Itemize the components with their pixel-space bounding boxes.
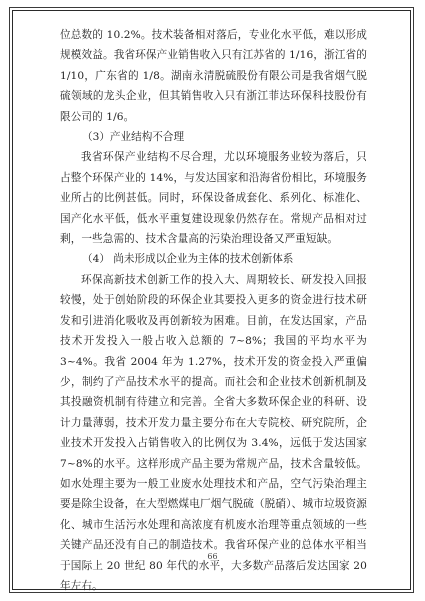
document-body [60,25,367,596]
page-number: 66 [207,552,218,561]
paragraph-continuation: 位总数的 10.2%。技术装备相对落后，专业化水平低，难以形成规模效益。我省环保产业销售收入只有江苏省的 1/16，浙江省的 1/10，广东省的 1/8。湖南永清脱硫股份有限公司是我省烟气脱硫领域的龙头企业，但其销售收入只有浙江菲达环保科技股份有限公司的 1/6。 [60,29,367,123]
section-heading-industry-structure: （3）产业结构不合理 [82,131,185,144]
paragraph-industry-structure: 我省环保产业结构不尽合理，尤以环境服务业较为落后，只占整个环保产业的 14%，与发达国家和沿海省份相比，环境服务业所占的比例甚低。同时，环保设备成套化、系列化、标准化、国产化水平低，低水平重复建设现象仍然存在。常规产品相对过剩，一些急需的、技术含量高的污染治理设备又严重短缺。 [60,151,367,246]
paragraph-innovation-system: 环保高新技术创新工作的投入大、周期较长、研发投入回报较慢，处于创始阶段的环保企业其要投入更多的资金进行技术研发和引进消化吸收及再创新较为困难。目前，在发达国家，产品技术开发投入一般占收入总额的 7~8%；我国的平均水平为 3~4%。我省 2004 年为 1.27%，技术开发的资金投入严重偏少，制约了产品技术水平的提高。而社会和企业技术创新机制及其投融资机制有待建立和完善。全省大多数环保企业的科研、设计力量薄弱，技术开发力量主要分布在大专院校、研究院所，企业技术开发投入占销售收入的比例仅为 3.4%，远低于发达国家 7~8%的水平。这样形成产品主要为常规产品，技术含量较低。如水处理主要为一般工业废水处理技术和产品，空气污染治理主要是除尘设备，在大型燃煤电厂烟气脱硫（脱硝）、城市垃圾资源化、城市生活污水处理和高浓度有机废水治理等重点领域的一些关键产品还没有自己的制造技术。我省环保产业的总体水平相当于国际上 20 世纪 80 年代的水平，大多数产品落后发达国家 20 年左右。 [60,273,367,592]
section-heading-innovation-system: （4） 尚未形成以企业为主体的技术创新体系 [82,253,294,266]
